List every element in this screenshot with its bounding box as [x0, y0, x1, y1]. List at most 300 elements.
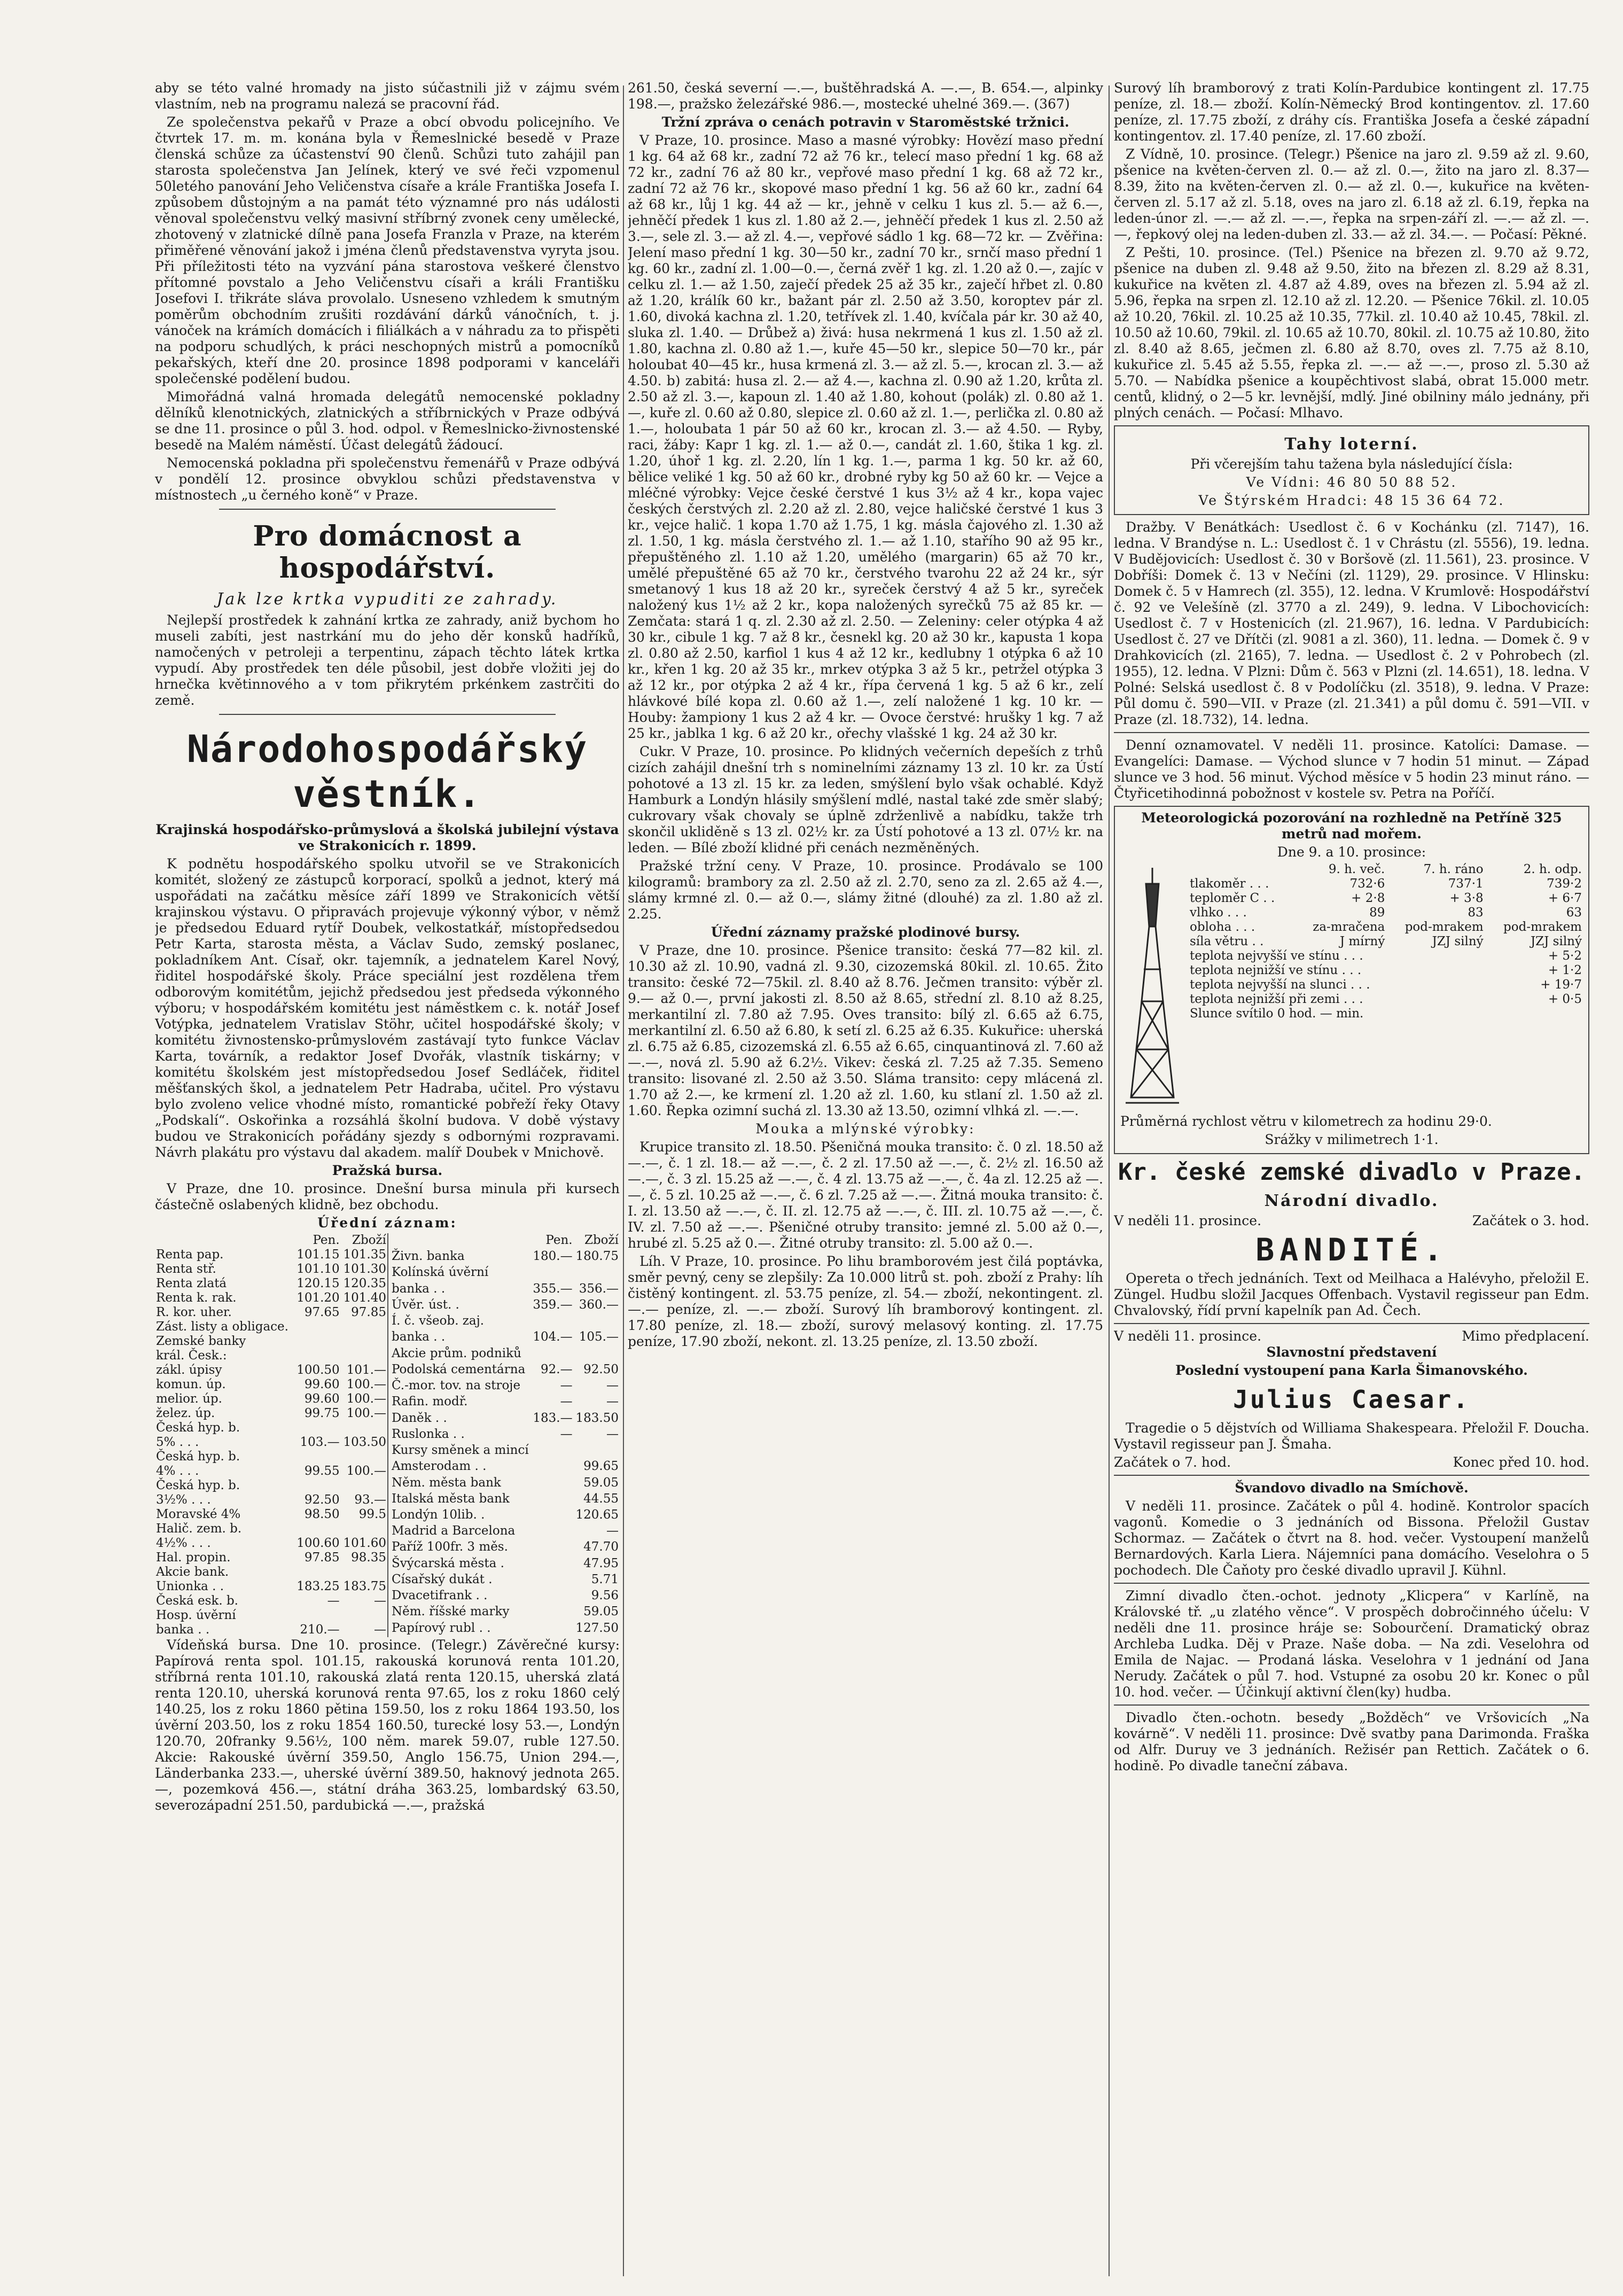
table-cell: [532, 1508, 574, 1524]
table-cell: Zást. listy a obligace.: [156, 1320, 288, 1334]
table-row: [155, 1579, 387, 1594]
table-cell: [341, 1421, 387, 1435]
table-cell: —: [560, 1427, 573, 1441]
performance-start: Začátek o 3. hod.: [1472, 1213, 1589, 1228]
table-cell: tlakoměr . . .: [1190, 877, 1269, 891]
table-cell: 100.—: [346, 1377, 386, 1391]
table-row: [388, 1314, 620, 1330]
table-cell: Kursy směnek a mincí: [388, 1443, 532, 1459]
column-header: Pen.: [313, 1233, 340, 1247]
section-heading-household: Pro domácnost a hospodářství.: [253, 520, 522, 585]
table-cell: [294, 1349, 340, 1363]
column-header: 7. h. ráno: [1423, 862, 1484, 876]
produce-bourse-heading: Úřední záznamy pražské plodinové bursy.: [711, 924, 1020, 940]
table-cell: Akcie bank.: [156, 1565, 229, 1579]
table-row: [388, 1556, 620, 1573]
table-cell: [532, 1265, 574, 1281]
caesar-times: [1114, 1454, 1589, 1470]
table-cell: král. Česk.:: [156, 1349, 227, 1363]
table-cell: 120.15: [296, 1277, 340, 1290]
table-cell: [341, 1608, 387, 1623]
table-cell: Renta zlatá: [156, 1277, 227, 1290]
table-cell: 732·6: [1349, 877, 1385, 891]
prague-market-prices: Pražské tržní ceny. V Praze, 10. prosince. Prodávalo se 100 kilogramů: brambory za zl. 2.50 až zl. 2.70, seno za zl. 2.65 až 4.—, slámy krmné zl. 0.— až 0.—, slámy žitné (dlouhé) za zl. 1.80 až zl. 2.25.: [628, 858, 1103, 922]
table-cell: 101.35: [343, 1248, 386, 1262]
table-cell: [532, 1314, 574, 1330]
table-cell: Renta stř.: [156, 1262, 216, 1276]
table-cell: Daněk . .: [388, 1411, 532, 1427]
table-row: [155, 1320, 387, 1334]
table-cell: Londýn 10lib. .: [388, 1508, 532, 1524]
table-cell: Česká hyp. b.: [156, 1421, 240, 1435]
table-cell: Císařský dukát .: [388, 1573, 532, 1589]
table-cell: želez. úp.: [156, 1406, 215, 1420]
table-cell: 103.—: [300, 1435, 340, 1449]
table-cell: 9.56: [591, 1589, 619, 1603]
table-row: [155, 1464, 387, 1478]
table-cell: [574, 1443, 620, 1459]
divider: [1114, 1705, 1589, 1706]
table-row: [155, 1536, 387, 1551]
table-row: [1189, 891, 1583, 906]
table-cell: Česká esk. b.: [156, 1594, 238, 1608]
column-header: Zboží: [584, 1233, 619, 1247]
theatre-heading: Kr. české zemské divadlo v Praze.: [1118, 1158, 1586, 1186]
table-row: [155, 1248, 387, 1262]
table-row: [388, 1459, 620, 1475]
bourse-table: [155, 1233, 620, 1637]
table-cell: + 1·2: [1548, 963, 1582, 977]
table-cell: Akcie prům. podniků: [388, 1347, 532, 1363]
table-cell: 105.—: [579, 1330, 619, 1344]
table-cell: 83: [1468, 906, 1484, 920]
table-row: [155, 1594, 387, 1608]
bakers-report: Ze společenstva pekařů v Praze a obcí obvodu policejního. Ve čtvrtek 17. m. m. konána byla v Řemeslnické besedě v Praze členská schůze za účastenství 90 členů. Schůzi tuto zahájil pan starosta společenstva Jan Jelínek, který ve své řeči vzpomenul 50letého panování Jeho Veličenstva císaře a krále Františka Josefa I. způsobem důstojným a na památ této významné pro nás události věnoval společenstvu velký masivní stříbrný zvonek ceny umělecké, zhotovený v zlatnické dílně pana Josefa Franzla v Praze, na kterém přiměřené věnování jakož i jména členů představenstva vyryta jsou. Při příležitosti této na vyzvání pána starostova veškeré členstvo přítomné povstalo a Jeho Veličenstvu císaři a králi Františku Josefovi I. třikráte sláva provolalo. Usneseno vzhledem k smutným poměrům obchodním zrušiti rozdávání dárků vánočních, t. j. vánoček na krámích domácích i filiálkách a v náhradu za to přispěti na podporu schudlých, k práci neschopných mistrů a pomocníků pekařských, kteří dne 20. prosince 1898 podporami v kanceláři společenské podělení budou.: [155, 114, 620, 386]
table-row: [155, 1406, 387, 1421]
table-cell: —: [560, 1395, 573, 1409]
table-cell: teplota nejnižší ve stínu . . .: [1190, 963, 1362, 977]
table-cell: Hal. propin.: [156, 1551, 231, 1565]
table-row: [155, 1421, 387, 1435]
evening-date: V neděli 11. prosince.: [1114, 1328, 1262, 1344]
table-cell: 101.—: [346, 1363, 386, 1377]
table-row: [155, 1450, 387, 1464]
table-cell: [574, 1314, 620, 1330]
table-cell: 180.75: [575, 1249, 619, 1264]
table-cell: 101.30: [343, 1262, 386, 1276]
table-cell: 99.55: [304, 1464, 340, 1478]
table-cell: JZJ silný: [1530, 935, 1582, 948]
table-row: [155, 1262, 387, 1277]
table-row: [388, 1298, 620, 1314]
lottery-intro: Při včerejším tahu tažena byla následující čísla:: [1190, 456, 1513, 472]
budapest-grain-report: Z Pešti, 10. prosince. (Tel.) Pšenice na březen zl. 9.70 až 9.72, pšenice na duben zl. 9.48 až 9.50, žito na březen zl. 8.29 až 8.31, kukuřice na květen zl. 4.87 až 4.89, oves na březen zl. 5.94 až zl. 5.96, řepka na srpen zl. 12.10 až zl. 12.20. — Pšenice 76kil. zl. 10.05 až 10.20, 76kil. zl. 10.25 až 10.35, 77kil. zl. 10.40 až 10.45, 78kil. zl. 10.50 až 10.60, 79kil. zl. 10.65 až 10.70, 80kil. zl. 10.75 až 10.80, žito zl. 8.40 až 8.65, ječmen zl. 6.80 až 8.70, oves zl. 7.75 až 8.10, kukuřice zl. 5.45 až 5.55, řepka zl. —.— až —.—, proso zl. 5.30 až 5.70. — Nabídka pšenice a koupěchtivost slabá, obrat 15.000 metr. centů, klidný, o 2—5 kr. levnější, mdlý. Jiné obilniny málo jednány, při plných cenách. — Počasí: Mlhavo.: [1114, 245, 1589, 421]
table-row: [155, 1608, 387, 1623]
table-cell: Amsterodam . .: [388, 1459, 532, 1475]
table-cell: Paříž 100fr. 3 měs.: [388, 1540, 532, 1556]
exhibition-article: K podnětu hospodářského spolku utvořil se ve Strakonicích komitét, složený ze zástupců korporací, spolků a jednot, který má uspořádati na začátku měsíce září 1899 ve Strakonicích větší krajinskou výstavu. O připravách projevuje výkonný výbor, v němž je předsedou Eduard rytíř Doubek, velkostatkář, místopředsedou Petr Karta, starosta města, a Václav Sudo, zemský poslanec, pokladníkem Ant. Císař, okr. tajemník, a jednatelem Karel Nový, řiditel hospodářské školy. Práce speciální jest rozdělena třem odborovým komitétům, jejichž předsedou jest předseda výkonného výboru; v hospodářském komitétu jest náměstkem c. k. notář Josef Votýpka, jednatelem Vratislav Stöhr, učitel hospodářské školy; v komitétu živnostensko-průmyslovém zastávají tyto funkce Václav Karta, továrník, a redaktor Josef Dvořák, vlastník tiskárny; v komitétu školském jest místopředsedou Josef Sedláček, řiditel měšťanských škol, a jednatelem Petr Hadraba, učitel. Pro výstavu bylo zvoleno velice vhodné místo, romantické pobřeží řeky Otavy „Podskalí“. Oskořinka a rozsáhlá školní budova. V době výstavy budou ve Strakonicích pořádány sjezdy s odbornými rozpravami. Návrh plakátu pro výstavu dal akadem. malíř Doubek v Mnichově.: [155, 856, 620, 1160]
prague-bourse-heading: Pražská bursa.: [332, 1163, 443, 1178]
table-row: [155, 1363, 387, 1377]
table-cell: [532, 1347, 574, 1363]
table-cell: [294, 1450, 340, 1464]
table-cell: [532, 1459, 574, 1475]
table-cell: banka . .: [388, 1330, 532, 1346]
divider: [1114, 1583, 1589, 1584]
divider: [1114, 1475, 1589, 1476]
national-theatre-dateline: [1114, 1213, 1589, 1229]
table-cell: [341, 1334, 387, 1349]
table-cell: [341, 1478, 387, 1493]
table-cell: pod-mrakem: [1404, 920, 1484, 934]
official-record-title: Úřední záznam:: [317, 1215, 457, 1231]
table-cell: [532, 1524, 574, 1540]
flour-subheading: Mouka a mlýnské výrobky:: [755, 1121, 976, 1137]
column-header: 2. h. odp.: [1523, 862, 1582, 876]
table-row: [1189, 992, 1583, 1007]
divider: [1114, 732, 1589, 733]
rainfall: Srážky v milimetrech 1·1.: [1265, 1132, 1439, 1147]
table-cell: 101.40: [343, 1291, 386, 1305]
table-cell: Madrid a Barcelona: [388, 1524, 532, 1540]
column-1: [155, 80, 620, 2282]
table-row: [155, 1565, 387, 1579]
table-cell: Švýcarská města .: [388, 1556, 532, 1573]
caesar-description: Tragedie o 5 dějstvích od Williama Shakespeara. Přeložil F. Doucha. Vystavil regisseur pan J. Šmaha.: [1114, 1420, 1589, 1452]
table-cell: + 6·7: [1548, 891, 1582, 905]
weather-extremes: [1189, 949, 1583, 1021]
weather-date: Dne 9. a 10. prosince:: [1277, 844, 1426, 860]
table-cell: 92.50: [583, 1362, 619, 1376]
table-cell: [1507, 1007, 1583, 1021]
table-cell: Česká hyp. b.: [156, 1450, 240, 1464]
table-row: [1189, 949, 1583, 963]
table-cell: Slunce svítilo 0 hod. — min.: [1190, 1007, 1364, 1021]
table-cell: síla větru . .: [1190, 935, 1264, 948]
table-cell: 210.—: [300, 1623, 340, 1637]
table-cell: 99.65: [583, 1459, 619, 1474]
table-row: [155, 1392, 387, 1406]
table-row: [388, 1265, 620, 1281]
table-row: [388, 1589, 620, 1605]
lottery-box: [1114, 425, 1589, 515]
table-row: [388, 1249, 620, 1265]
table-cell: 103.50: [343, 1435, 386, 1449]
table-cell: teplota nejvyšší ve stínu . . .: [1190, 949, 1363, 963]
table-cell: teploměr C . .: [1190, 891, 1275, 905]
weather-table: [1189, 862, 1583, 1114]
table-row: [388, 1492, 620, 1508]
mole-subheading: Jak lze krtka vypuditi ze zahrady.: [216, 590, 558, 609]
evening-note: Mimo předplacení.: [1462, 1328, 1589, 1344]
weather-readings: [1189, 862, 1583, 949]
table-cell: 101.15: [296, 1248, 340, 1262]
table-cell: + 19·7: [1540, 978, 1582, 992]
table-row: [1189, 920, 1583, 935]
table-cell: [341, 1320, 387, 1334]
table-cell: —: [606, 1379, 619, 1393]
table-row: [155, 1478, 387, 1493]
table-cell: melior. úp.: [156, 1392, 222, 1406]
table-cell: vlhko . . .: [1190, 906, 1247, 920]
table-cell: 183.75: [343, 1579, 386, 1593]
table-row: [388, 1508, 620, 1524]
table-row: [388, 1476, 620, 1492]
column-2: [628, 80, 1103, 2282]
table-header-row: [388, 1233, 620, 1249]
festive-performance: Slavnostní představení: [1266, 1344, 1437, 1360]
table-cell: 737·1: [1448, 877, 1484, 891]
table-row: [155, 1507, 387, 1522]
table-cell: 100.60: [296, 1536, 340, 1550]
last-appearance: Poslední vystoupení pana Karla Šimanovského.: [1175, 1363, 1528, 1378]
market-report-heading: Tržní zpráva o cenách potravin v Staroměstské tržnici.: [661, 114, 1070, 130]
table-cell: 356.—: [579, 1281, 619, 1296]
table-row: [155, 1623, 387, 1637]
table-cell: pod-mrakem: [1503, 920, 1582, 934]
table-cell: + 3·8: [1449, 891, 1484, 905]
weather-layout: [1120, 862, 1583, 1114]
table-cell: Něm. říšské marky: [388, 1605, 532, 1621]
table-cell: 97.85: [351, 1305, 386, 1319]
table-cell: Moravské 4%: [156, 1507, 241, 1521]
table-header-row: [1189, 862, 1583, 877]
weather-box: [1114, 806, 1589, 1154]
flour-text: Krupice transito zl. 18.50. Pšeničná mouka transito: č. 0 zl. 18.50 až —.—, č. 1 zl. 18.— až —.—, č. 2 zl. 17.50 až —.—, č. 2½ zl. 16.50 až —.—, č. 3 zl. 15.25 až —.—, č. 4 zl. 13.75 až —.—, č. 4a zl. 12.25 až —.—, č. 5 zl. 10.25 až —.—, č. 6 zl. 7.25 až —.—. Žitná mouka transito: č. I. zl. 13.50 až —.—, č. II. zl. 12.75 až —.—, č. III. zl. 10.75 až —.—, č. IV. zl. 7.50 až —.—. Pšeničné otruby transito: jemné zl. 5.00 až 0.—, hrubé zl. 5.25 až 0.—. Žitné otruby transito: zl. 5.00 až 0.—.: [628, 1139, 1103, 1251]
table-cell: + 5·2: [1548, 949, 1582, 963]
table-cell: 92.—: [541, 1362, 573, 1376]
table-cell: —: [374, 1594, 386, 1608]
table-cell: [341, 1522, 387, 1536]
vienna-bourse-continued: 261.50, česká severní —.—, buštěhradská A. —.—, B. 654.—, alpinky 198.—, pražsko železářské 986.—, mostecké uhelné 369.—. (367): [628, 80, 1103, 112]
table-cell: 180.—: [533, 1249, 573, 1264]
table-cell: —: [560, 1379, 573, 1393]
vienna-grain-report: Z Vídně, 10. prosince. (Telegr.) Pšenice na jaro zl. 9.59 až zl. 9.60, pšenice na květen-červen zl. 0.— až zl. 0.—, žito na jaro zl. 8.37—8.39, žito na květen-červen zl. 0.— až zl. 0.—, kukuřice na květen-červen zl. 5.17 až zl. 5.18, oves na jaro zl. 6.18 až zl. 6.19, řepka na leden-únor zl. —.— až zl. —.—, řepka na srpen-září zl. —.— až zl. —.—, řepkový olej na leden-duben zl. 33.— až zl. 34.—. — Počasí: Pěkné.: [1114, 146, 1589, 242]
mole-article: Nejlepší prostředek k zahnání krtka ze zahrady, aniž bychom ho museli zabíti, jest nastrkání mu do jeho děr konsků hadříků, namočených v petroleji a terpentinu, zápach těchto látek krtka vypudí. Aby prostředek ten déle působil, jest dobře vložiti jej do hrnečka květinnového a v tom přikrytém prkénkem zastrčiti do země.: [155, 612, 620, 708]
lottery-graz: Ve Štýrském Hradci: 48 15 36 64 72.: [1198, 493, 1505, 508]
table-cell: 127.50: [575, 1621, 619, 1635]
table-cell: Papírový rubl . .: [388, 1621, 532, 1637]
smichov-theatre-heading: Švandovo divadlo na Smíchově.: [1235, 1480, 1469, 1496]
table-cell: 97.85: [304, 1551, 340, 1565]
table-cell: 59.05: [583, 1605, 619, 1619]
table-cell: 100.—: [346, 1392, 386, 1406]
table-cell: + 2·8: [1351, 891, 1385, 905]
play-title-bandits: BANDITÉ.: [1255, 1232, 1448, 1268]
column-header: Zboží: [352, 1233, 386, 1247]
table-row: [1189, 906, 1583, 920]
table-cell: 100.50: [296, 1363, 340, 1377]
table-cell: 47.70: [583, 1540, 619, 1554]
table-cell: 739·2: [1547, 877, 1582, 891]
table-row: [1189, 1007, 1583, 1021]
table-cell: 5.71: [591, 1572, 619, 1586]
table-cell: 5% . . .: [156, 1435, 199, 1449]
table-cell: 44.55: [583, 1491, 619, 1506]
table-cell: za-mračena: [1313, 920, 1385, 934]
table-cell: Zemské banky: [156, 1334, 246, 1348]
table-cell: 360.—: [579, 1297, 619, 1312]
lottery-heading: Tahy loterní.: [1284, 435, 1419, 454]
caesar-start: Začátek o 7. hod.: [1114, 1454, 1231, 1470]
table-row: [155, 1334, 387, 1349]
evening-dateline: [1114, 1328, 1589, 1344]
table-cell: JZJ silný: [1432, 935, 1484, 948]
table-cell: Ruslonka . .: [388, 1427, 532, 1443]
table-cell: [532, 1492, 574, 1508]
column-header: Pen.: [545, 1233, 573, 1247]
table-cell: zákl. úpisy: [156, 1363, 222, 1377]
table-cell: [294, 1608, 340, 1623]
table-cell: 3½% . . .: [156, 1493, 211, 1507]
table-row: [1189, 877, 1583, 891]
table-row: [155, 1551, 387, 1565]
table-cell: Í. č. všeob. zaj.: [388, 1314, 532, 1330]
table-row: [388, 1347, 620, 1363]
table-cell: teplota nejvyšší na slunci . . .: [1190, 978, 1370, 992]
table-cell: 120.35: [343, 1277, 386, 1290]
table-cell: 98.35: [351, 1551, 386, 1565]
table-cell: Něm. města bank: [388, 1476, 532, 1492]
column-header: 9. h. več.: [1328, 862, 1385, 876]
auctions-list: Dražby. V Benátkách: Usedlost č. 6 v Kochánku (zl. 7147), 16. ledna. V Brandýse n. L.: Usedlost č. 1 v Chrástu (zl. 5556), 19. ledna. V Budějovicích: Usedlost č. 30 v Boršově (zl. 11.561), 23. prosince. V Dobříši: Domek č. 13 v Nečíni (zl. 1129), 29. prosince. V Hlinsku: Domek č. 5 v Hamrech (zl. 355), 12. ledna. V Krumlově: Hospodářství č. 92 ve Velešíně (zl. 3770 a zl. 249), 9. ledna. V Libochovicích: Usedlost č. 7 v Hostenicích (zl. 21.967), 16. ledna. V Pardubicích: Usedlost č. 27 ve Dřítči (zl. 9081 a zl. 360), 11. ledna. — Domek č. 9 v Drahkovicích (zl. 2165), 7. ledna. — Usedlost č. 2 v Pohrobech (zl. 1955), 12. ledna. V Plzni: Dům č. 563 v Plzni (zl. 14.651), 18. ledna. V Polné: Selská usedlost č. 8 v Podolíčku (zl. 3518), 9. ledna. V Praze: Půl domu č. 590—VII. v Praze (zl. 21.341) a půl domu č. 591—VII. v Praze (zl. 18.732), 14. ledna.: [1114, 519, 1589, 727]
caesar-end: Konec před 10. hod.: [1453, 1454, 1589, 1470]
produce-bourse-text: V Praze, dne 10. prosince. Pšenice transito: česká 77—82 kil. zl. 10.30 až zl. 10.90, vadná zl. 9.30, cizozemská 80kil. zl. 10.65. Žito transito: české 72—75kil. zl. 8.40 až 8.76. Ječmen transito: výběr zl. 9.— až 0.—, první jakosti zl. 8.50 až 8.65, střední zl. 8.10 až 8.25, merkantilní zl. 7.80 až 7.95. Oves transito: bílý zl. 6.65 až 6.75, merkantilní zl. 6.50 až 6.80, k setí zl. 6.25 až 6.35. Kukuřice: uherská zl. 6.75 až 6.85, cizozemská zl. 6.55 až 6.65, cinquantinová zl. 7.60 až —.—, nová zl. 5.90 až 6.2½. Vikev: česká zl. 7.25 až 7.35. Semeno transito: lisované zl. 2.50 až 3.50. Sláma transito: cepy mlácená zl. 1.70 až 2.—, ke krmení zl. 1.20 až zl. 1.60, ku stlaní zl. 1.50 až zl. 1.60. Řepka ozimní suchá zl. 13.30 až 13.50, ozimní vlhká zl. —.—.: [628, 943, 1103, 1118]
table-cell: —: [606, 1395, 619, 1409]
table-cell: banka . .: [156, 1623, 210, 1637]
table-row: [388, 1411, 620, 1427]
table-cell: 355.—: [533, 1281, 573, 1296]
table-cell: banka . .: [388, 1282, 532, 1298]
spirits-continued: Surový líh bramborový z trati Kolín-Pardubice kontingent zl. 17.75 peníze, zl. 18.— zboží. Kolín-Německý Brod kontingentov. zl. 17.60 peníze, zl. 17.75 zboží, z dráhy cís. Františka Josefa a české západní kontingentov. zl. 17.40 peníze, zl. 17.60 zboží.: [1114, 80, 1589, 144]
table-row: [388, 1330, 620, 1346]
table-cell: 99.60: [304, 1377, 340, 1391]
table-cell: + 0·5: [1548, 992, 1582, 1006]
table-cell: [341, 1565, 387, 1579]
column-rule-2: [1109, 85, 1110, 2276]
table-cell: —: [606, 1524, 619, 1538]
market-report-text: V Praze, 10. prosince. Maso a masné výrobky: Hovězí maso přední 1 kg. 64 až 68 kr., zadní 72 až 76 kr., telecí maso přední 1 kg. 68 až 72 kr., zadní 76 až 80 kr., vepřové maso přední 1 kg. 68 až 72 kr., zadní 72 až 76 kr., skopové maso přední 1 kg. 56 až 60 kr., zadní 64 až 68 kr., lůj 1 kg. 44 až — kr., jehně v celku 1 kus zl. 5.— až 6.—, jehněčí předek 1 kus zl. 1.80 až 2.—, jehněčí předek 1 kus zl. 2.50 až 3.—, sele zl. 3.— až zl. 4.—, vepřové sádlo 1 kg. 68—72 kr. — Zvěřina: Jelení maso přední 1 kg. 30—50 kr., zadní 70 kr., srnčí maso přední 1 kg. 60 kr., zadní zl. 1.00—0.—, černá zvěř 1 kg. zl. 1.20 až 0.—, zajíc v celku zl. 1.— až 1.50, zaječí předek 25 až 35 kr., zaječí hřbet zl. 0.80 až 1.20, králík 60 kr., bažant pár zl. 2.50 až 3.50, koroptev pár zl. 1.60, divoká kachna zl. 1.20, tetřívek zl. 1.40, kvíčala pár kr. 30 až 40, sluka zl. 1.40. — Drůbež a) živá: husa nekrmená 1 kus zl. 1.50 až zl. 1.80, kachna zl. 0.80 až 1.—, kuře 45—50 kr., slepice 50—70 kr., pár holoubat 40—45 kr., husa krmená zl. 3.— až zl. 5.—, krocan zl. 3.— až 4.50. b) zabitá: husa zl. 2.— až 4.—, kachna zl. 0.90 až 1.20, krůta zl. 2.50 až zl. 3.—, kapoun zl. 1.40 až 1.80, kohout (polák) zl. 0.80 až 1.—, kuře zl. 0.60 až 0.80, slepice zl. 0.60 až zl. 1.—, perlička zl. 0.80 až 1.—, holoubata 1 pár 50 až 60 kr., krocan zl. 3.— až 4.50. — Ryby, raci, žáby: Kapr 1 kg. zl. 1.— až 0.—, candát zl. 1.60, štika 1 kg. zl. 1.20, úhoř 1 kg. zl. 2.20, lín 1 kg. 1.—, parma 1 kg. 50 kr. až 60, bělice veliké 1 kg. 50 až 60 kr., drobné ryby kg 50 až 60 kr. — Vejce a mléčné výrobky: Vejce české čerstvé 1 kus 3½ až 4 kr., kopa vajec českých čerstvých zl. 2.20 až zl. 2.80, vejce haličské čerstvé 1 kus 3 kr., vejce halič. 1 kopa 1.70 až 1.75, 1 kg. másla čajového zl. 1.30 až zl. 1.50, 1 kg. másla čerstvého zl. 1.— až 1.10, stařího 90 až 95 kr., přepuštěného zl. 1.10 až 1.20, umělého (margarin) 65 až 70 kr., umělé přepuštěné 65 až 70 kr., čerstvého tvarohu 22 až 24 kr., sýr smetanový 1 kus 18 až 20 kr., syreček čerstvý 4 až 5 kr., syreček naložený kus 1½ až 2 kr., kopa naložených syrečků 75 až 85 kr. — Zemčata: stará 1 q. zl. 2.30 až zl. 2.50. — Zeleniny: celer otýpka 4 až 30 kr., cibule 1 kg. 7 až 8 kr., česnekl kg. 20 až 30 kr., kapusta 1 kopa zl. 0.80 až 2.50, karfiol 1 kus 4 až 12 kr., kedlubny 1 otýpka 6 až 10 kr., křen 1 kg. 20 až 35 kr., mrkev otýpka 3 až 5 kr., petržel otýpka 3 až 12 kr., por otýpka 2 až 4 kr., řípa červená 1 kg. 5 až 6 kr., zelí hlávkové bílé kopa zl. 0.60 až 1.—, zelí naložené 1 kg. 10 kr. — Houby: žampiony 1 kus 2 až 4 kr. — Ovoce čerstvé: hrušky 1 kg. 7 až 25 kr., jablka 1 kg. 6 až 20 kr., ořechy vlašské 1 kg. 24 až 30 kr.: [628, 133, 1103, 741]
table-cell: 183.—: [533, 1411, 573, 1425]
table-cell: 359.—: [533, 1297, 573, 1312]
national-theatre-heading: Národní divadlo.: [1264, 1192, 1439, 1210]
karlin-theatre: Zimní divadlo čten.-ochot. jednoty „Klicpera“ v Karlíně, na Královské tř. „u zlatého věnce“. V prospěch dobročinného účelu: V neděli dne 11. prosince hráje se: Sobourčení. Dramatický obraz Archleba Ludka. Děj v Praze. Naše doba. — Na zdi. Veselohra od Emila de Najac. — Prodaná láska. Veselohra v 1 jednání od Jana Nerudy. Začátek o půl 7. hod. Vstupné za osobu 20 kr. Konec o půl 10. hod. večer. — Účinkují aktivní člen(ky) hudba.: [1114, 1588, 1589, 1700]
table-cell: [574, 1265, 620, 1281]
petrin-tower-icon: [1120, 862, 1184, 1114]
table-cell: 99.75: [304, 1406, 340, 1420]
table-row: [1189, 978, 1583, 992]
table-cell: Živn. banka: [388, 1249, 532, 1265]
table-cell: [532, 1605, 574, 1621]
table-row: [1189, 935, 1583, 949]
table-row: [388, 1379, 620, 1395]
table-row: [388, 1363, 620, 1379]
table-cell: [532, 1589, 574, 1605]
table-cell: J mírný: [1339, 935, 1385, 948]
table-row: [388, 1573, 620, 1589]
table-cell: 101.10: [296, 1262, 340, 1276]
table-cell: teplota nejnižší při zemi . . .: [1190, 992, 1363, 1006]
table-row: [155, 1435, 387, 1450]
column-3: [1114, 80, 1589, 2282]
table-cell: 99.5: [358, 1507, 386, 1521]
play-title-caesar: Julius Caesar.: [1233, 1385, 1470, 1414]
vienna-bourse-text: Vídeňská bursa. Dne 10. prosince. (Telegr.) Závěrečné kursy: Papírová renta spol. 101.15, rakouská korunová renta 101.20, stříbrná renta 101.10, rakouská zlatá renta 120.15, uherská zlatá renta 120.10, uherská korunová renta 97.65, los z roku 1860 celý 140.25, los z roku 1860 pětina 159.50, los z roku 1864 193.50, los úvěrní 203.50, los z roku 1854 160.50, turecké losy 53.—, Londýn 120.70, 20franky 9.56½, 100 něm. marek 59.07, ruble 127.50. Akcie: Rakouské úvěrní 359.50, Anglo 156.75, Union 294.—, Länderbanka 233.—, uherské úvěrní 389.50, haknový jednota 265.—, pozemková 456.—, státní dráha 363.25, lombardský 63.50, severozápadní 251.50, pardubická —.—, pražská: [155, 1637, 620, 1813]
table-cell: 104.—: [533, 1330, 573, 1344]
table-header-row: [155, 1233, 387, 1248]
table-cell: 183.50: [575, 1411, 619, 1425]
table-cell: Halič. zem. b.: [156, 1522, 242, 1536]
table-cell: Úvěr. úst. .: [388, 1298, 532, 1314]
table-cell: 4% . . .: [156, 1464, 199, 1478]
table-cell: obloha . . .: [1190, 920, 1255, 934]
table-cell: [574, 1347, 620, 1363]
divider: [1114, 1323, 1589, 1324]
table-cell: Č.-mor. tov. na stroje: [388, 1379, 532, 1395]
table-cell: 89: [1369, 906, 1385, 920]
table-cell: Renta k. rak.: [156, 1291, 237, 1305]
jewelers-meeting: Mimořádná valná hromada delegátů nemocenské pokladny dělníků klenotnických, zlatnických a stříbrnických v Praze odbývá se dne 11. prosince o půl 3. hod. odpol. v Řemeslnicko-živnostenské besedě na Malém náměstí. Účast delegátů žádoucí.: [155, 389, 620, 453]
sugar-report: Cukr. V Praze, 10. prosince. Po klidných večerních depeších z trhů cizích zahájil dnešní trh s nominelními záznamy 13 zl. 10 kr. za Ústí pohotové a 13 zl. 15 kr. za leden, smýšlení bylo však ochablé. Když Hamburk a Londýn hlásily smýšlení mdlé, nastal také zde směr slabý; cukrovary však chovaly se úplně zdrženlivě a nabídku, takže trh skončil ukliděně s 13 zl. 02½ kr. za Ústí pohotové a 13 zl. 07½ kr. na leden. — Bílé zboží klidné při cenách nezměněných.: [628, 744, 1103, 855]
table-cell: 101.60: [343, 1536, 386, 1550]
bourse-table-right: [387, 1233, 620, 1637]
prague-bourse-text: V Praze, dne 10. prosince. Dnešní bursa minula při kursech částečně oslabených klidně, bez obchodu.: [155, 1181, 620, 1212]
table-cell: Italská města bank: [388, 1492, 532, 1508]
table-cell: [294, 1421, 340, 1435]
table-cell: 183.25: [296, 1579, 340, 1593]
spirits-report: Líh. V Praze, 10. prosince. Po lihu bramborovém jest čilá poptávka, směr pevný, ceny se zlepšily: Za 10.000 litrů st. poh. zboží z Prahy: líh čistěný kontingent. zl. 53.75 peníze, zl. 54.— zboží, nekontingent. zl. —.— peníze, zl. —.— zboží. Surový líh bramborový kontingent. zl. 17.80 peníze, zl. 18.— zboží, surový melasový konting. zl. 17.75 peníze, 17.90 zboží, nekont. zl. 13.25 peníze, zl. 13.50 zboží.: [628, 1254, 1103, 1349]
column-rule-1: [623, 85, 624, 2276]
table-row: [388, 1621, 620, 1637]
table-cell: [294, 1522, 340, 1536]
performance-date: V neděli 11. prosince.: [1114, 1213, 1262, 1228]
table-cell: —: [327, 1594, 340, 1608]
table-cell: [532, 1540, 574, 1556]
table-cell: Renta pap.: [156, 1248, 224, 1262]
table-cell: 99.60: [304, 1392, 340, 1406]
table-row: [388, 1443, 620, 1459]
table-cell: [532, 1621, 574, 1637]
table-cell: 92.50: [304, 1493, 340, 1507]
table-cell: [532, 1476, 574, 1492]
table-row: [388, 1395, 620, 1411]
table-row: [155, 1522, 387, 1536]
table-row: [155, 1493, 387, 1507]
table-cell: 97.65: [304, 1305, 340, 1319]
table-cell: [532, 1443, 574, 1459]
table-row: [155, 1377, 387, 1392]
table-cell: Česká hyp. b.: [156, 1478, 240, 1492]
table-cell: 47.95: [583, 1556, 619, 1570]
table-cell: [341, 1450, 387, 1464]
intro-paragraph: aby se této valné hromady na jisto súčastnili již v zájmu svém vlastním, neb na programu nalezá se pracovní řád.: [155, 80, 620, 112]
table-row: [388, 1524, 620, 1540]
divider: [219, 714, 556, 715]
table-row: [155, 1305, 387, 1320]
table-row: [1189, 963, 1583, 978]
table-row: [155, 1349, 387, 1363]
wind-speed: Průměrná rychlost větru v kilometrech za hodinu 29·0.: [1120, 1114, 1492, 1129]
saddlers-meeting: Nemocenská pokladna při společenstvu řemenářů v Praze odbývá v pondělí 12. prosince obvyklou schůzi představenstva v místnostech „u černého koně“ v Praze.: [155, 455, 620, 503]
table-cell: —: [374, 1623, 386, 1637]
table-cell: [294, 1334, 340, 1349]
table-cell: Unionka . .: [156, 1579, 224, 1593]
table-cell: Dvacetifrank . .: [388, 1589, 532, 1605]
table-cell: 63: [1566, 906, 1582, 920]
smichov-program: V neděli 11. prosince. Začátek o půl 4. hodině. Kontrolor spacích vagonů. Komedie o 3 jednáních od Bissona. Přeložil Gustav Schormaz. — Začátek o čtvrt na 8. hod. večer. Vystoupení manželů Bernardových. Karla Liera. Nájemníci pana domácího. Veselohra o 5 pochodech. Dle Čaňoty pro české divadlo upravil J. Kühnl.: [1114, 1498, 1589, 1578]
table-row: [388, 1540, 620, 1556]
table-row: [155, 1291, 387, 1305]
